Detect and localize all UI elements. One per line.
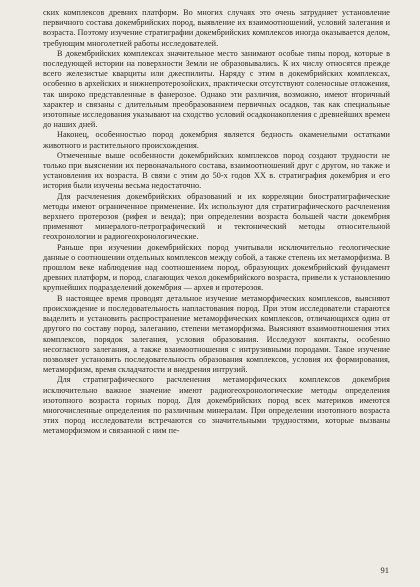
paragraph-special-rock-types: В докембрийских комплексах значительное место занимают особые типы пород, которые в последующей истории на поверхности Земли не образовывались. К их числу относятся прежде всего железистые кварциты или джеспилиты. Наряду с этим в докембрийских комплексах, особенно в архейских и нижнепротерозойских, практически отсутствуют соленосные отложения, так широко представленные в фанерозое. Однако эти различия, возможно, имеют вторичный характер и связаны с длительным преобразованием первичных осадков, так как специальные изотопные исследования указывают на сходство условий осадконакопления с древнейших времен до наших дней.: [43, 48, 390, 130]
paragraph-isotopic-dating: Для стратиграфического расчленения метаморфических комплексов докембрия исключительно важное значение имеют радиогеохронологические методы определения изотопного возраста горных пород. Для докембрийских пород всех материков имеются многочисленные определения по различным минералам. При определении изотопного возраста этих пород исследователи встречаются со значительными трудностями, которые вызваны метаморфизмом и связанной с ним пе-: [43, 375, 390, 436]
paragraph-continuation: ских комплексов древних платформ. Во многих случаях это очень затрудняет установление первичного состава докембрийских пород, выявление их взаимоотношений, условий залегания и возраста. Поэтому изучение стратиграфии докембрийских комплексов иногда оказывается делом, требующим многолетней работы исследователей.: [43, 8, 390, 48]
page-number: 91: [380, 565, 389, 575]
paragraph-historical-methods: Раньше при изучении докембрийских пород учитывали исключительно геологические данные о соотношении отдельных комплексов между собой, а также степень их метаморфизма. В прошлом веке наблюдения над соотношением пород, образующих докембрийский фундамент древних платформ, и пород, слагающих чехол докембрийского возраста, привели к установлению крупнейших подразделений докембрия — архея и протерозоя.: [43, 242, 390, 293]
paragraph-metamorphic-complexes: В настоящее время проводят детальное изучение метаморфических комплексов, выясняют происхождение и последовательность напластования пород. При этом исследователи стараются выделить и установить распространение метаморфических комплексов, отличающихся один от другого по составу пород, залеганию, степени метаморфизма. Выясняют взаимоотношения этих комплексов, порядок залегания, условия образования. Исследуют контакты, особенно несогласного залегания, а также взаимоотношения с интрузивными породами. Такое изучение позволяет установить последовательность образования комплексов, условия их формирования, метаморфизм, время складчатости и внедрения интрузий.: [43, 293, 390, 375]
paragraph-study-difficulties: Отмеченные выше особенности докембрийских комплексов пород создают трудности не только при выяснении их первоначального состава, взаимоотношений друг с другом, но также и установления их возраста. В связи с этим до 50-х годов XX в. стратиграфия докембрия и его история были изучены весьма недостаточно.: [43, 150, 390, 191]
paragraph-fossil-scarcity: Наконец, особенностью пород докембрия является бедность окаменелыми остатками животного и растительного происхождения.: [43, 130, 390, 150]
paragraph-biostratigraphy: Для расчленения докембрийских образований и их корреляции биостратиграфические методы имеют ограниченное применение. Их используют для стратиграфического расчленения верхнего протерозоя (рифея и венда); при определении возраста большей части докембрия применяют минералого-петрографический и тектонический методы относительной геохронологии и радиогеохронологические.: [43, 191, 390, 242]
